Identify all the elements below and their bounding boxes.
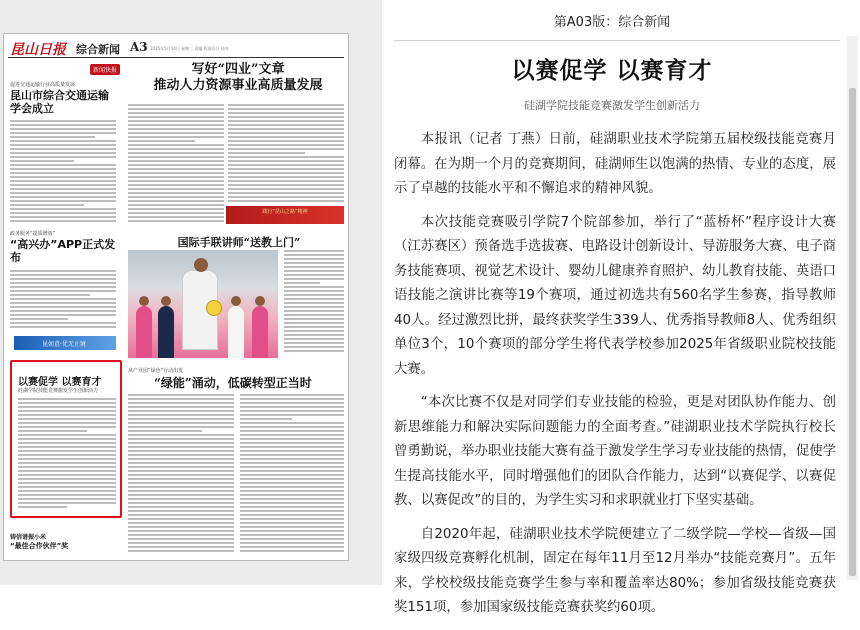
mid-article-link[interactable]: “绿能”涌动，低碳转型正当时 xyxy=(154,376,312,390)
text-column xyxy=(10,270,116,330)
scrollbar[interactable] xyxy=(847,36,858,580)
ad-block: 践行“昆山之路”精神 xyxy=(226,206,344,224)
newspaper-panel xyxy=(0,0,382,585)
news-brief-tag: 新闻快报 xyxy=(90,64,120,75)
news-photo[interactable] xyxy=(128,250,278,358)
divider xyxy=(394,40,840,41)
photo-article-link[interactable]: 国际手联讲师“送教上门” xyxy=(177,236,301,249)
section-name: 综合新闻 xyxy=(76,43,120,56)
text-column xyxy=(128,394,234,554)
bottom-article-link[interactable]: “最佳合作伙伴”奖 xyxy=(10,542,69,550)
selected-article-highlight[interactable] xyxy=(10,360,122,518)
bottom-kicker: 铸信谱振小米 xyxy=(10,534,47,541)
brief-kicker: 促进交通运输行业高质量发展 xyxy=(10,82,76,88)
handball-icon xyxy=(206,300,222,316)
scrollbar-thumb[interactable] xyxy=(849,88,856,576)
newspaper-page-thumbnail xyxy=(3,33,349,561)
text-column xyxy=(228,104,344,204)
lead-headline-line2: 推动人力资源事业高质量发展 xyxy=(153,78,323,93)
text-column xyxy=(128,104,224,224)
article-reader xyxy=(382,0,860,615)
mid-kicker: 从产业园“绿色”行动出发 xyxy=(128,368,184,374)
lead-headline-line1: 写好“四业”文章 xyxy=(191,62,285,77)
newspaper-logo: 昆山日报 xyxy=(10,42,66,58)
promo-banner: 昆如意·优无止境 xyxy=(14,336,116,350)
text-column xyxy=(284,250,344,354)
text-column xyxy=(240,394,344,554)
date-line: 2025年5月14日 星期三 责编 版面设计 校对 xyxy=(150,46,229,51)
article-paragraph: 本报讯（记者 丁燕）日前，硅湖职业技术学院第五届校级技能竞赛月闭幕。在为期一个月的竞赛期间，硅湖师生以饱满的热情、专业的态度，展示了卓越的技能水平和不懈追求的精神风貌。 xyxy=(394,132,836,196)
selected-article-subtitle: 硅湖学院技能竞赛激发学生创新活力 xyxy=(18,388,99,394)
text-column xyxy=(18,398,116,510)
page-label: 第A03版：综合新闻 xyxy=(553,15,671,30)
lead-article-link[interactable] xyxy=(128,62,348,94)
text-column xyxy=(10,120,116,224)
selected-article-title: 以赛促学 以赛育才 xyxy=(18,377,102,388)
brief-article-link[interactable]: 昆山市综合交通运输学会成立 xyxy=(10,89,109,115)
page-number: A3 xyxy=(130,40,148,54)
article-title: 以赛促学 以赛育才 xyxy=(511,58,713,84)
article-paragraph: 自2020年起，硅湖职业技术学院便建立了二级学院—学校—省级—国家级四级竞赛孵化机制，固定在每年11月至12月举办“技能竞赛月”。五年来，学校校级技能竞赛学生参与率和覆盖率达80%；参加省级技能竞赛获奖151项，参加国家级技能竞赛获奖约60项。 xyxy=(394,526,836,615)
article-subtitle: 硅湖学院技能竞赛激发学生创新活力 xyxy=(524,99,700,112)
article-paragraph: 本次技能竞赛吸引学院7个院部参加，举行了“蓝桥杯”程序设计大赛（江苏赛区）预备选手选拔赛、电路设计创新设计、导游服务大赛、电子商务技能赛项、视觉艺术设计、婴幼儿健康养育照护、幼儿教育技能、英语口语技能之演讲比赛等19个赛项，通过初选共有560名学生参赛，指导教师40人。经过激烈比拼，最终获奖学生339人、优秀指导教师8人、优秀组织单位3个，10个赛项的部分学生将代表学校参加2025年省级职业院校技能大赛。 xyxy=(394,214,836,377)
masthead xyxy=(8,38,344,58)
article-body xyxy=(394,128,836,630)
brief-kicker: 政务服务“提质增效” xyxy=(10,231,56,237)
brief-article-link[interactable]: “高兴办”APP正式发布 xyxy=(10,238,116,264)
article-paragraph: “本次比赛不仅是对同学们专业技能的检验，更是对团队协作能力、创新思维能力和解决实际问题能力的全面考查。”硅湖职业技术学院执行校长曾勇勤说，举办职业技能大赛有益于激发学生学习专业技能的热情，促使学生提高技能水平，同时增强他们的团队合作能力，达到“以赛促学、以赛促教、以赛促改”的目的，为学生实习和求职就业打下坚实基础。 xyxy=(394,395,836,508)
